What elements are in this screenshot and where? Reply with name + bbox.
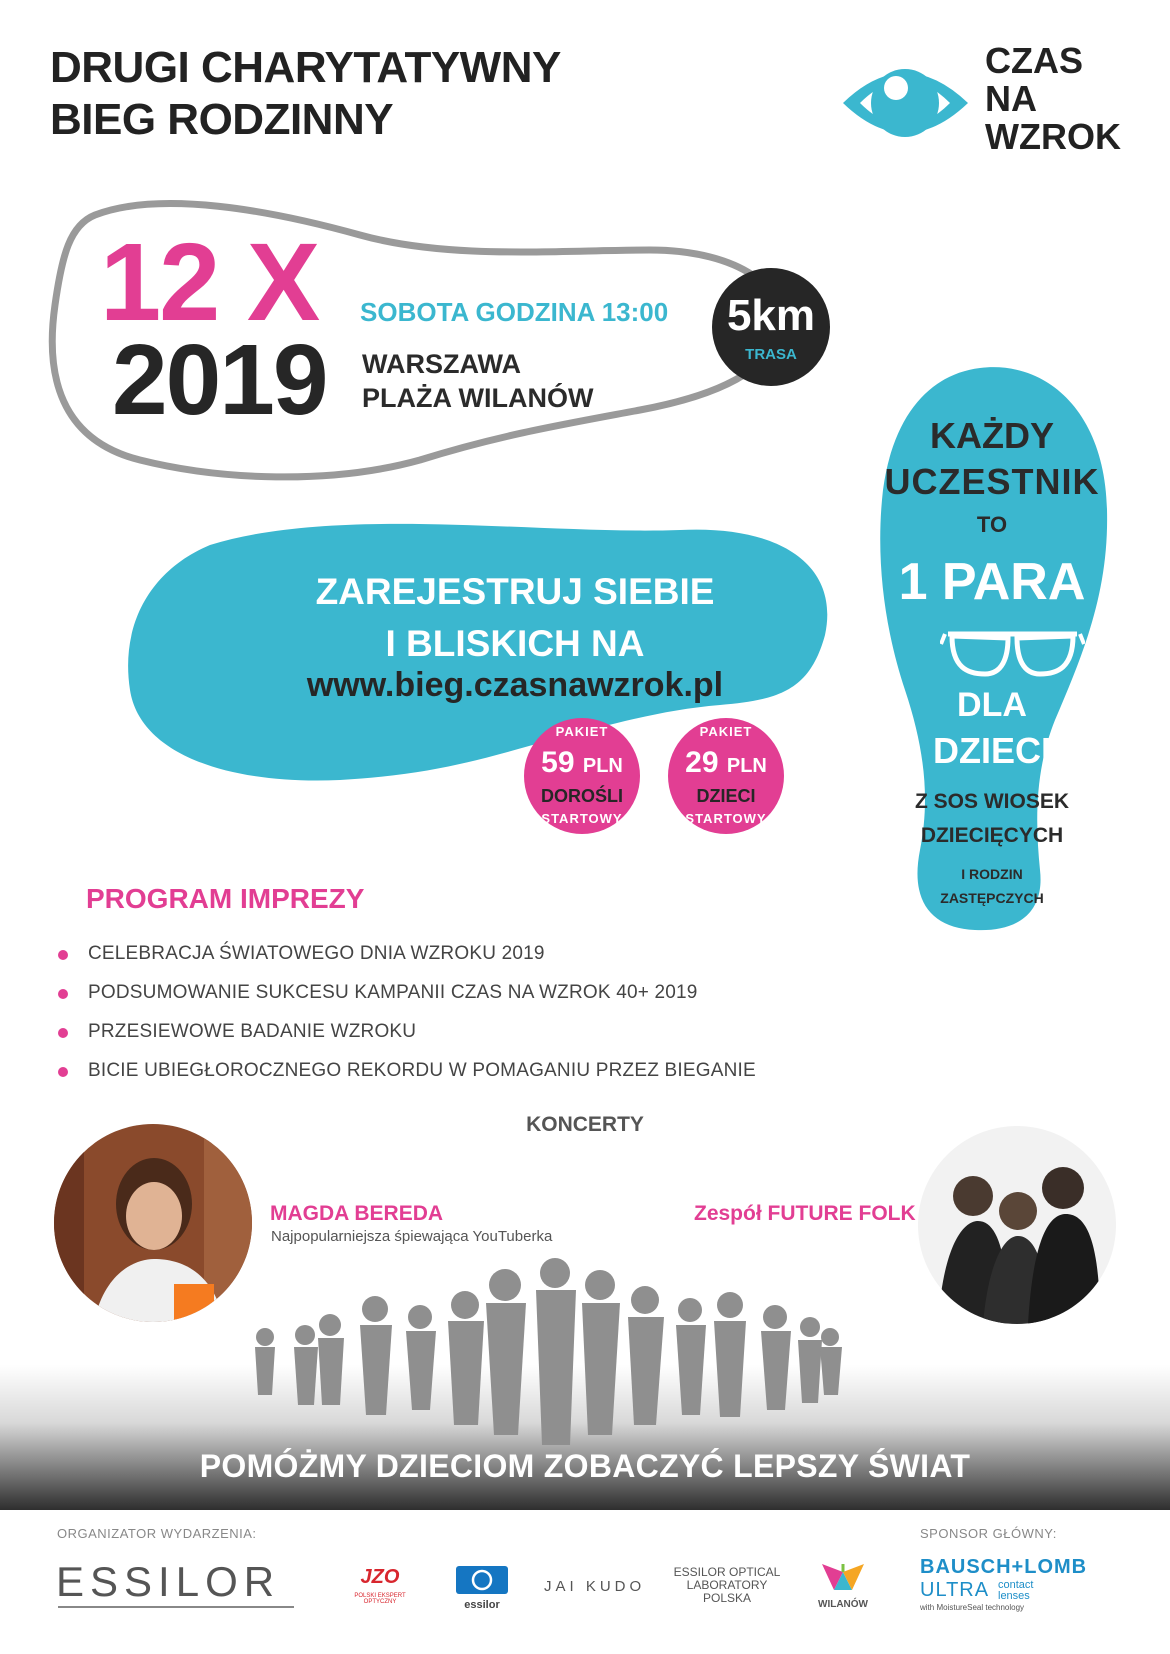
date-year: 2019 xyxy=(112,324,327,436)
package-label-top: PAKIET xyxy=(555,724,609,739)
package-price-value: 29 xyxy=(685,746,719,779)
package-audience: DZIECI xyxy=(696,786,756,806)
footprint-line-10: ZASTĘPCZYCH xyxy=(940,890,1044,906)
title-line-1: DRUGI CHARYTATYWNY xyxy=(50,43,561,92)
package-adults-badge xyxy=(524,718,640,834)
logo-line-2: NA xyxy=(985,78,1037,119)
lenses-text: lenses xyxy=(998,1590,1030,1602)
ultra-text: ULTRA xyxy=(920,1579,990,1601)
eye-logo-icon xyxy=(838,48,973,158)
footprint-line-5: DLA xyxy=(957,686,1027,724)
wilanow-text: WILANÓW xyxy=(818,1599,868,1610)
organizer-label: ORGANIZATOR WYDARZENIA: xyxy=(57,1526,257,1541)
eol-line-1: ESSILOR OPTICAL xyxy=(673,1565,781,1579)
program-item: BICIE UBIEGŁOROCZNEGO REKORDU W POMAGANIU PRZEZ BIEGANIE xyxy=(58,1060,756,1099)
footprint-line-6: DZIECI xyxy=(932,730,1051,771)
artist-1-desc: Najpopularniejsza śpiewająca YouTuberka xyxy=(271,1228,553,1245)
footprint-line-1: KAŻDY xyxy=(930,415,1054,456)
ultra-lockup xyxy=(920,1579,1120,1603)
package-price-value: 59 xyxy=(541,746,575,779)
footprint-line-8: DZIECIĘCYCH xyxy=(920,824,1064,847)
package-label-top: PAKIET xyxy=(699,724,753,739)
contact-text: contact xyxy=(998,1579,1034,1591)
registration-line-2: I BLISKICH NA xyxy=(385,623,645,664)
wilanow-logo xyxy=(808,1560,878,1610)
date-day-month: 12 X xyxy=(100,221,319,344)
package-children-badge xyxy=(668,718,784,834)
essilor-small-logo xyxy=(454,1566,510,1611)
footprint-line-2: UCZESTNIK xyxy=(884,461,1100,502)
footprint-line-7: Z SOS WIOSEK xyxy=(914,790,1069,813)
distance-value: 5km xyxy=(726,291,816,340)
event-time: SOBOTA GODZINA 13:00 xyxy=(360,297,669,327)
jzo-logo xyxy=(340,1566,420,1605)
sponsor-label: SPONSOR GŁÓWNY: xyxy=(920,1526,1057,1541)
package-currency: PLN xyxy=(726,755,767,777)
program-title: PROGRAM IMPREZY xyxy=(86,883,365,914)
event-venue: PLAŻA WILANÓW xyxy=(362,383,594,413)
logo-line-3: WZROK xyxy=(985,116,1121,157)
program-item: PRZESIEWOWE BADANIE WZROKU xyxy=(58,1021,756,1060)
footprint-line-4: 1 PARA xyxy=(898,553,1086,611)
czas-na-wzrok-logo xyxy=(985,42,1121,156)
package-price xyxy=(668,746,784,780)
distance-badge xyxy=(712,268,830,386)
program-list xyxy=(58,943,756,1099)
artist-2-name: Zespół FUTURE FOLK xyxy=(694,1202,916,1225)
title-line-2: BIEG RODZINNY xyxy=(50,95,394,144)
bausch-lomb-text: BAUSCH+LOMB xyxy=(920,1556,1088,1578)
registration-text xyxy=(160,566,870,670)
bausch-lomb-logo xyxy=(920,1556,1120,1612)
event-city: WARSZAWA xyxy=(362,349,521,379)
package-label-bottom: STARTOWY xyxy=(541,811,623,826)
essilor-logo-underline xyxy=(58,1606,294,1608)
package-audience: DOROŚLI xyxy=(540,786,623,806)
jzo-logo-sub: POLSKI EKSPERT OPTYCZNY xyxy=(354,1593,406,1605)
footprint-line-9: I RODZIN xyxy=(961,866,1023,882)
program-item: CELEBRACJA ŚWIATOWEGO DNIA WZROKU 2019 xyxy=(58,943,756,982)
event-title xyxy=(50,42,561,146)
registration-url[interactable]: www.bieg.czasnawzrok.pl xyxy=(306,666,724,704)
program-item: PODSUMOWANIE SUKCESU KAMPANII CZAS NA WZROK 40+ 2019 xyxy=(58,982,756,1021)
glasses-icon xyxy=(940,628,1085,678)
event-place xyxy=(362,347,593,415)
footprint-line-3: TO xyxy=(976,512,1008,537)
essilor-optical-lab-logo xyxy=(670,1566,784,1605)
eol-line-3: POLSKA xyxy=(702,1591,752,1605)
logo-line-1: CZAS xyxy=(985,40,1083,81)
eol-line-2: LABORATORY xyxy=(686,1578,768,1592)
distance-label: TRASA xyxy=(745,346,797,363)
essilor-small-text: essilor xyxy=(464,1599,500,1611)
package-currency: PLN xyxy=(582,755,623,777)
moisture-seal-text: with MoistureSeal technology xyxy=(920,1603,1025,1612)
slogan: POMÓŻMY DZIECIOM ZOBACZYĆ LEPSZY ŚWIAT xyxy=(199,1448,971,1484)
jzo-logo-text: JZO xyxy=(360,1566,400,1588)
package-price xyxy=(524,746,640,780)
artist-1-name: MAGDA BEREDA xyxy=(270,1202,444,1225)
registration-line-1: ZAREJESTRUJ SIEBIE xyxy=(315,571,715,612)
concerts-title: KONCERTY xyxy=(526,1113,644,1136)
jai-kudo-logo: JAI KUDO xyxy=(544,1578,646,1595)
essilor-lens-icon xyxy=(456,1566,508,1594)
wilanow-crown-icon xyxy=(818,1560,868,1594)
essilor-logo: ESSILOR xyxy=(56,1558,281,1605)
package-label-bottom: STARTOWY xyxy=(685,811,767,826)
